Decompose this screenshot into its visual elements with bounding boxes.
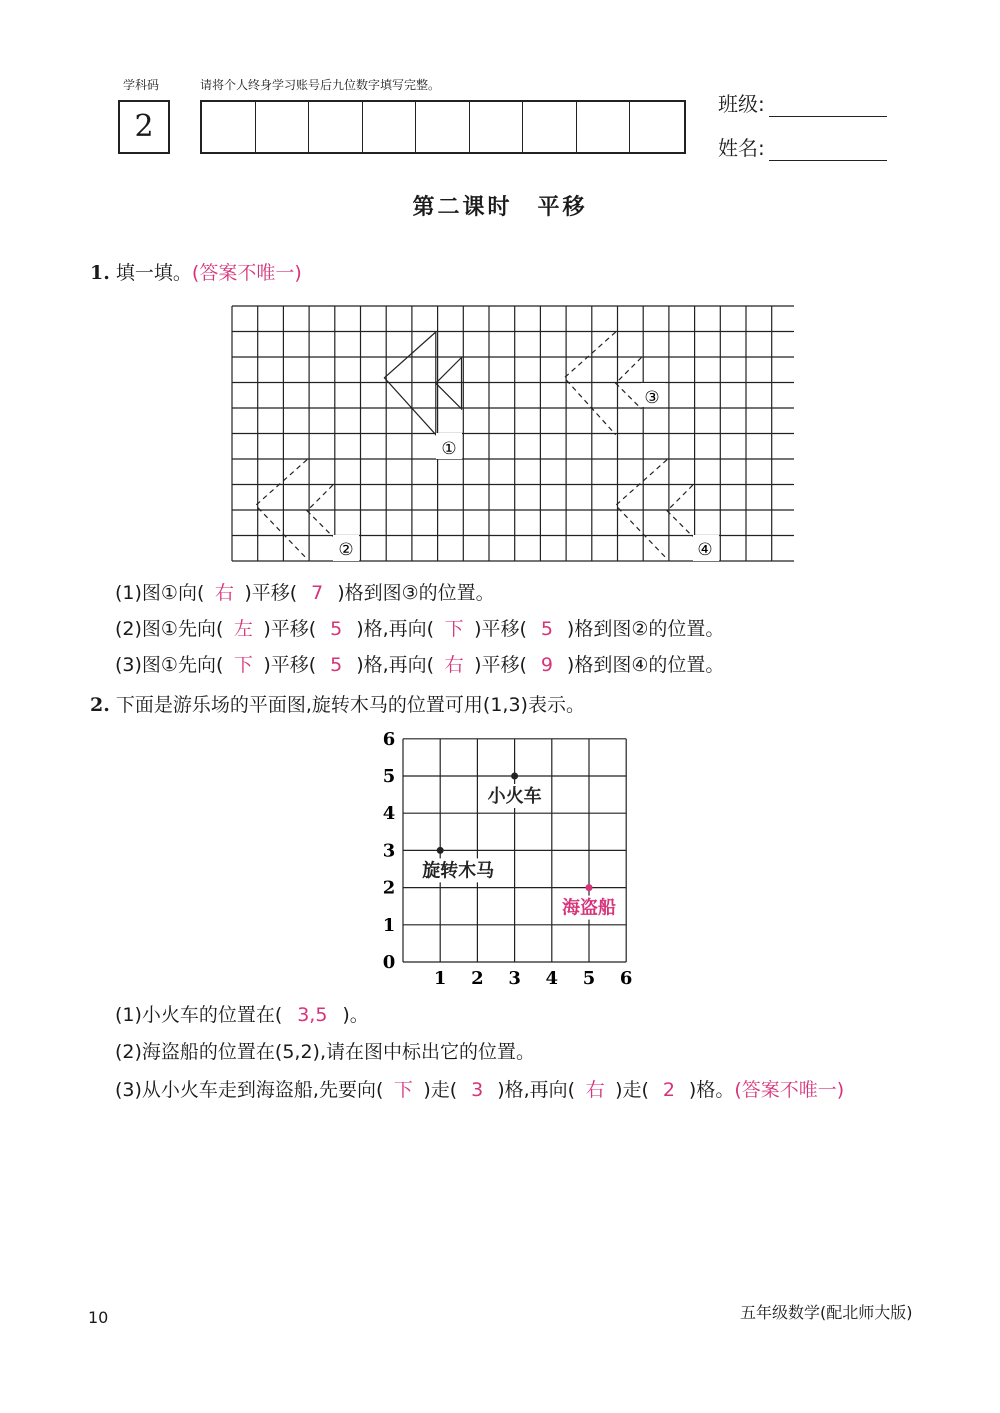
q2-grid-lines	[403, 739, 626, 962]
shape-2-outer	[256, 460, 307, 559]
q1-item-2-answer-1[interactable]: 左	[233, 618, 253, 640]
shape-label-2: ②	[338, 540, 354, 560]
shape-4-inner	[667, 485, 693, 536]
map-point-label: 旋转木马	[422, 860, 495, 882]
q1-item-2-answer-2[interactable]: 5	[330, 618, 343, 640]
page-title: 第二课时 平移	[412, 195, 588, 220]
q2-item-3-answer-1[interactable]: 下	[393, 1079, 413, 1101]
digit-box[interactable]	[416, 102, 470, 152]
q2-item-3-mid-4: )格。	[688, 1079, 735, 1101]
q1-note: (答案不唯一)	[191, 262, 302, 284]
q2-item-1-answer[interactable]: 3,5	[297, 1004, 328, 1026]
name-field[interactable]	[718, 132, 887, 161]
x-tick-label: 0	[382, 952, 396, 973]
account-digit-boxes[interactable]	[200, 100, 686, 154]
q1-heading	[90, 258, 302, 288]
q2-item-3-note: (答案不唯一)	[734, 1079, 845, 1101]
shape-3-outer	[564, 332, 615, 435]
q1-item-3-suffix: )格到图④的位置。	[566, 654, 725, 676]
map-point-label: 小火车	[487, 786, 542, 807]
q1-item-2-mid-2: )格,再向(	[356, 618, 435, 640]
q2-item-3	[115, 1075, 915, 1105]
q2-item-2: (2)海盗船的位置在(5,2),请在图中标出它的位置。	[115, 1041, 535, 1063]
x-tick-label: 5	[582, 968, 596, 989]
q2-heading	[90, 690, 585, 720]
q2-item-3-answer-3[interactable]: 右	[585, 1079, 605, 1101]
q1-grid-lines	[232, 306, 794, 561]
shape-4-outer	[616, 460, 667, 559]
y-tick-label: 2	[382, 877, 396, 899]
q1-item-2-prefix: (2)图①先向(	[115, 618, 224, 640]
q1-item-2	[115, 614, 724, 644]
q1-item-1-prefix: (1)图①向(	[115, 582, 205, 604]
q1-item-2-answer-4[interactable]: 5	[540, 618, 553, 640]
q2-item-3-answer-4[interactable]: 2	[662, 1079, 675, 1101]
q1-item-1-mid: )平移(	[244, 582, 298, 604]
shape-label-4: ④	[697, 540, 713, 560]
y-tick-label: 3	[382, 840, 396, 862]
x-tick-label: 3	[508, 968, 521, 989]
shape-3-inner	[616, 358, 642, 409]
digit-box[interactable]	[363, 102, 417, 152]
map-point-label: 海盗船	[562, 897, 616, 919]
q1-item-2-mid-1: )平移(	[263, 618, 317, 640]
q1-item-3-answer-4[interactable]: 9	[540, 654, 553, 676]
page-number: 10	[88, 1308, 109, 1327]
q1-item-1-suffix: )格到图③的位置。	[337, 582, 495, 604]
account-instruction: 请将个人终身学习账号后九位数字填写完整。	[200, 78, 441, 92]
q1-item-1-answer-direction[interactable]: 右	[214, 582, 234, 604]
q1-item-2-answer-3[interactable]: 下	[444, 618, 464, 640]
q1-item-2-suffix: )格到图②的位置。	[566, 618, 725, 640]
x-tick-label: 2	[471, 968, 484, 989]
q2-number: 2.	[90, 694, 110, 716]
q2-text: 下面是游乐场的平面图,旋转木马的位置可用(1,3)表示。	[115, 694, 585, 716]
digit-box[interactable]	[309, 102, 363, 152]
y-tick-label: 5	[382, 766, 396, 787]
x-tick-label: 4	[545, 968, 559, 989]
digit-box[interactable]	[577, 102, 631, 152]
q2-park-map	[370, 725, 650, 990]
q2-item-3-answer-2[interactable]: 3	[471, 1079, 484, 1101]
shape-1-inner	[436, 358, 462, 409]
q1-translation-grid	[230, 304, 794, 564]
q1-shapes	[256, 332, 693, 559]
digit-box[interactable]	[256, 102, 310, 152]
q1-number: 1.	[90, 262, 110, 284]
q2-item-1	[115, 1000, 369, 1030]
q2-item-1-suffix: )。	[342, 1004, 369, 1026]
digit-box[interactable]	[523, 102, 577, 152]
q1-text: 填一填。	[115, 262, 192, 284]
q1-item-2-mid-3: )平移(	[474, 618, 527, 640]
q1-item-1	[115, 578, 495, 608]
name-line[interactable]	[769, 136, 887, 161]
q1-item-3-answer-2[interactable]: 5	[330, 654, 343, 676]
shape-1-outer	[384, 332, 435, 435]
q1-item-3-prefix: (3)图①先向(	[115, 654, 224, 676]
map-point	[586, 884, 593, 891]
shape-label-3: ③	[644, 388, 660, 408]
q2-item-3-prefix: (3)从小火车走到海盗船,先要向(	[115, 1079, 384, 1101]
subject-code-label: 学科码	[123, 78, 160, 92]
q2-item-3-mid-1: )走(	[423, 1079, 458, 1101]
digit-box[interactable]	[202, 102, 256, 152]
y-tick-label: 4	[382, 803, 396, 825]
book-title: 五年级数学(配北师大版)	[740, 1303, 913, 1322]
q2-points	[416, 773, 621, 920]
map-point	[437, 847, 444, 854]
subject-code-box: 2	[118, 100, 170, 154]
q1-item-3-mid-1: )平移(	[263, 654, 317, 676]
class-field[interactable]	[718, 88, 887, 117]
q2-item-1-prefix: (1)小火车的位置在(	[115, 1004, 283, 1026]
x-tick-label: 6	[619, 968, 633, 989]
q2-item-3-mid-3: )走(	[615, 1079, 649, 1101]
q1-item-3	[115, 650, 724, 680]
name-label: 姓名:	[718, 136, 765, 160]
q1-item-3-answer-1[interactable]: 下	[233, 654, 253, 676]
map-point	[511, 773, 518, 780]
digit-box[interactable]	[630, 102, 684, 152]
digit-box[interactable]	[470, 102, 524, 152]
q2-item-3-mid-2: )格,再向(	[497, 1079, 576, 1101]
y-tick-label: 6	[382, 728, 396, 750]
q1-item-3-answer-3[interactable]: 右	[444, 654, 464, 676]
y-tick-label: 1	[382, 914, 396, 936]
shape-label-1: ①	[441, 439, 457, 459]
shape-2-inner	[307, 485, 333, 536]
q1-item-1-answer-steps[interactable]: 7	[311, 582, 324, 604]
x-tick-label: 1	[433, 968, 447, 989]
q1-item-3-mid-2: )格,再向(	[356, 654, 435, 676]
q1-item-3-mid-3: )平移(	[474, 654, 527, 676]
class-line[interactable]	[769, 92, 887, 117]
class-label: 班级:	[718, 92, 765, 116]
